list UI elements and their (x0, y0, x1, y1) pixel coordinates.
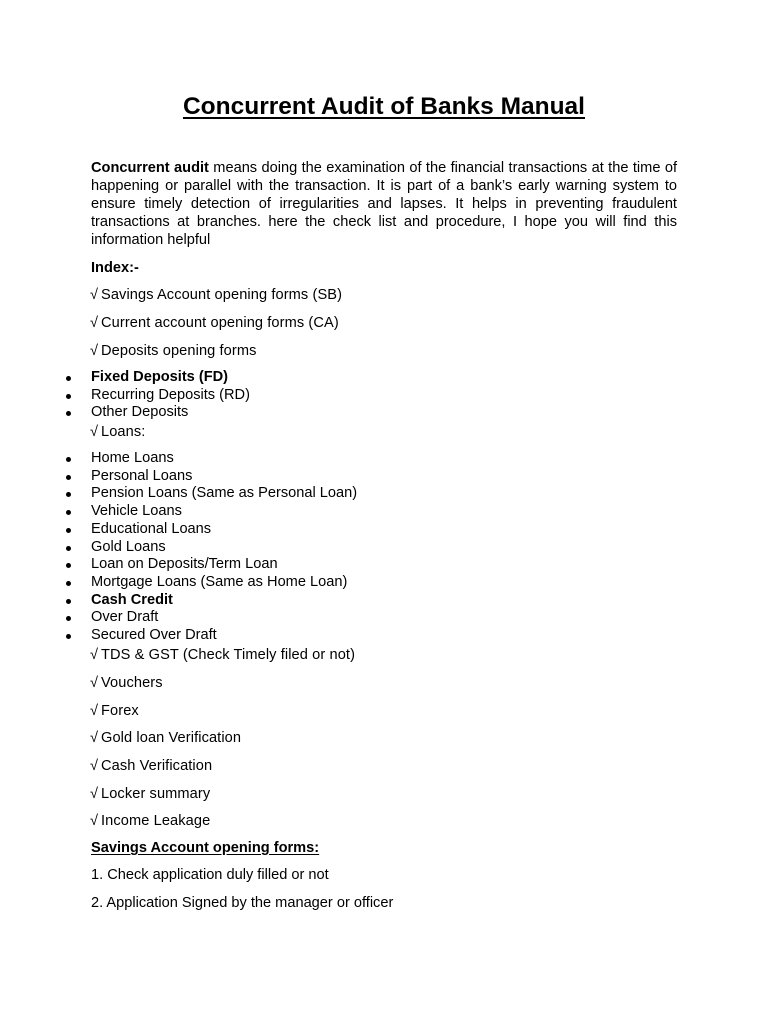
list-item: Secured Over Draft (0, 627, 357, 645)
index-item-deposits: √ Deposits opening forms (90, 343, 257, 359)
bullet-icon (66, 563, 71, 568)
index-item-loans: √ Loans: (90, 424, 146, 440)
bullet-icon (66, 510, 71, 515)
index-item-cash-verification: √ Cash Verification (90, 758, 213, 774)
bullet-icon (66, 599, 71, 604)
check-mark-icon: √ (90, 315, 99, 331)
intro-bold-term: Concurrent audit (91, 160, 209, 176)
bullet-icon (66, 376, 71, 381)
bullet-icon (66, 411, 71, 416)
bullet-icon (66, 457, 71, 462)
step-item: 1. Check application duly filled or not (91, 867, 329, 883)
check-mark-icon: √ (90, 758, 99, 774)
loan-bullet-list (0, 450, 357, 645)
check-mark-icon: √ (90, 813, 99, 829)
check-mark-icon: √ (90, 343, 99, 359)
bullet-icon (66, 492, 71, 497)
index-item-vouchers: √ Vouchers (90, 675, 163, 691)
section-heading: Savings Account opening forms: (91, 840, 320, 856)
bullet-icon (66, 616, 71, 621)
intro-text: means doing the examination of the financial transactions at the time of happening or parallel with the transaction. It is part of a bank’s early warning system to ensure timely detection of irregularities and lapses. It helps in preventing fraudulent transactions at branches. here the check list and procedure, I hope you will find this information helpful (91, 160, 678, 248)
index-item-forex: √ Forex (90, 703, 139, 719)
index-item-gold-loan-verification: √ Gold loan Verification (90, 730, 242, 746)
list-item: Mortgage Loans (Same as Home Loan) (0, 574, 357, 592)
bullet-icon (66, 634, 71, 639)
list-item: Fixed Deposits (FD) (0, 369, 250, 387)
check-mark-icon: √ (90, 287, 99, 303)
list-item: Pension Loans (Same as Personal Loan) (0, 485, 357, 503)
step-item: 2. Application Signed by the manager or officer (91, 895, 394, 911)
check-mark-icon: √ (90, 675, 99, 691)
list-item: Loan on Deposits/Term Loan (0, 556, 357, 574)
check-mark-icon: √ (90, 647, 99, 663)
list-item: Other Deposits (0, 404, 250, 422)
list-item: Gold Loans (0, 539, 357, 557)
list-item: Vehicle Loans (0, 503, 357, 521)
index-item-income-leakage: √ Income Leakage (90, 813, 211, 829)
bullet-icon (66, 581, 71, 586)
index-item-savings: √ Savings Account opening forms (SB) (90, 287, 343, 303)
check-mark-icon: √ (90, 424, 99, 440)
bullet-icon (66, 528, 71, 533)
bullet-icon (66, 475, 71, 480)
index-heading: Index:- (91, 260, 139, 276)
list-item: Recurring Deposits (RD) (0, 387, 250, 405)
bullet-icon (66, 394, 71, 399)
list-item: Home Loans (0, 450, 357, 468)
list-item: Educational Loans (0, 521, 357, 539)
check-mark-icon: √ (90, 786, 99, 802)
index-item-locker-summary: √ Locker summary (90, 786, 211, 802)
list-item: Cash Credit (0, 592, 357, 610)
check-mark-icon: √ (90, 730, 99, 746)
index-item-tds-gst: √ TDS & GST (Check Timely filed or not) (90, 647, 356, 663)
check-mark-icon: √ (90, 703, 99, 719)
deposit-bullet-list (0, 369, 250, 422)
list-item: Personal Loans (0, 468, 357, 486)
document-title: Concurrent Audit of Banks Manual (182, 93, 585, 120)
intro-paragraph (91, 159, 677, 249)
bullet-icon (66, 546, 71, 551)
list-item: Over Draft (0, 609, 357, 627)
index-item-current: √ Current account opening forms (CA) (90, 315, 339, 331)
